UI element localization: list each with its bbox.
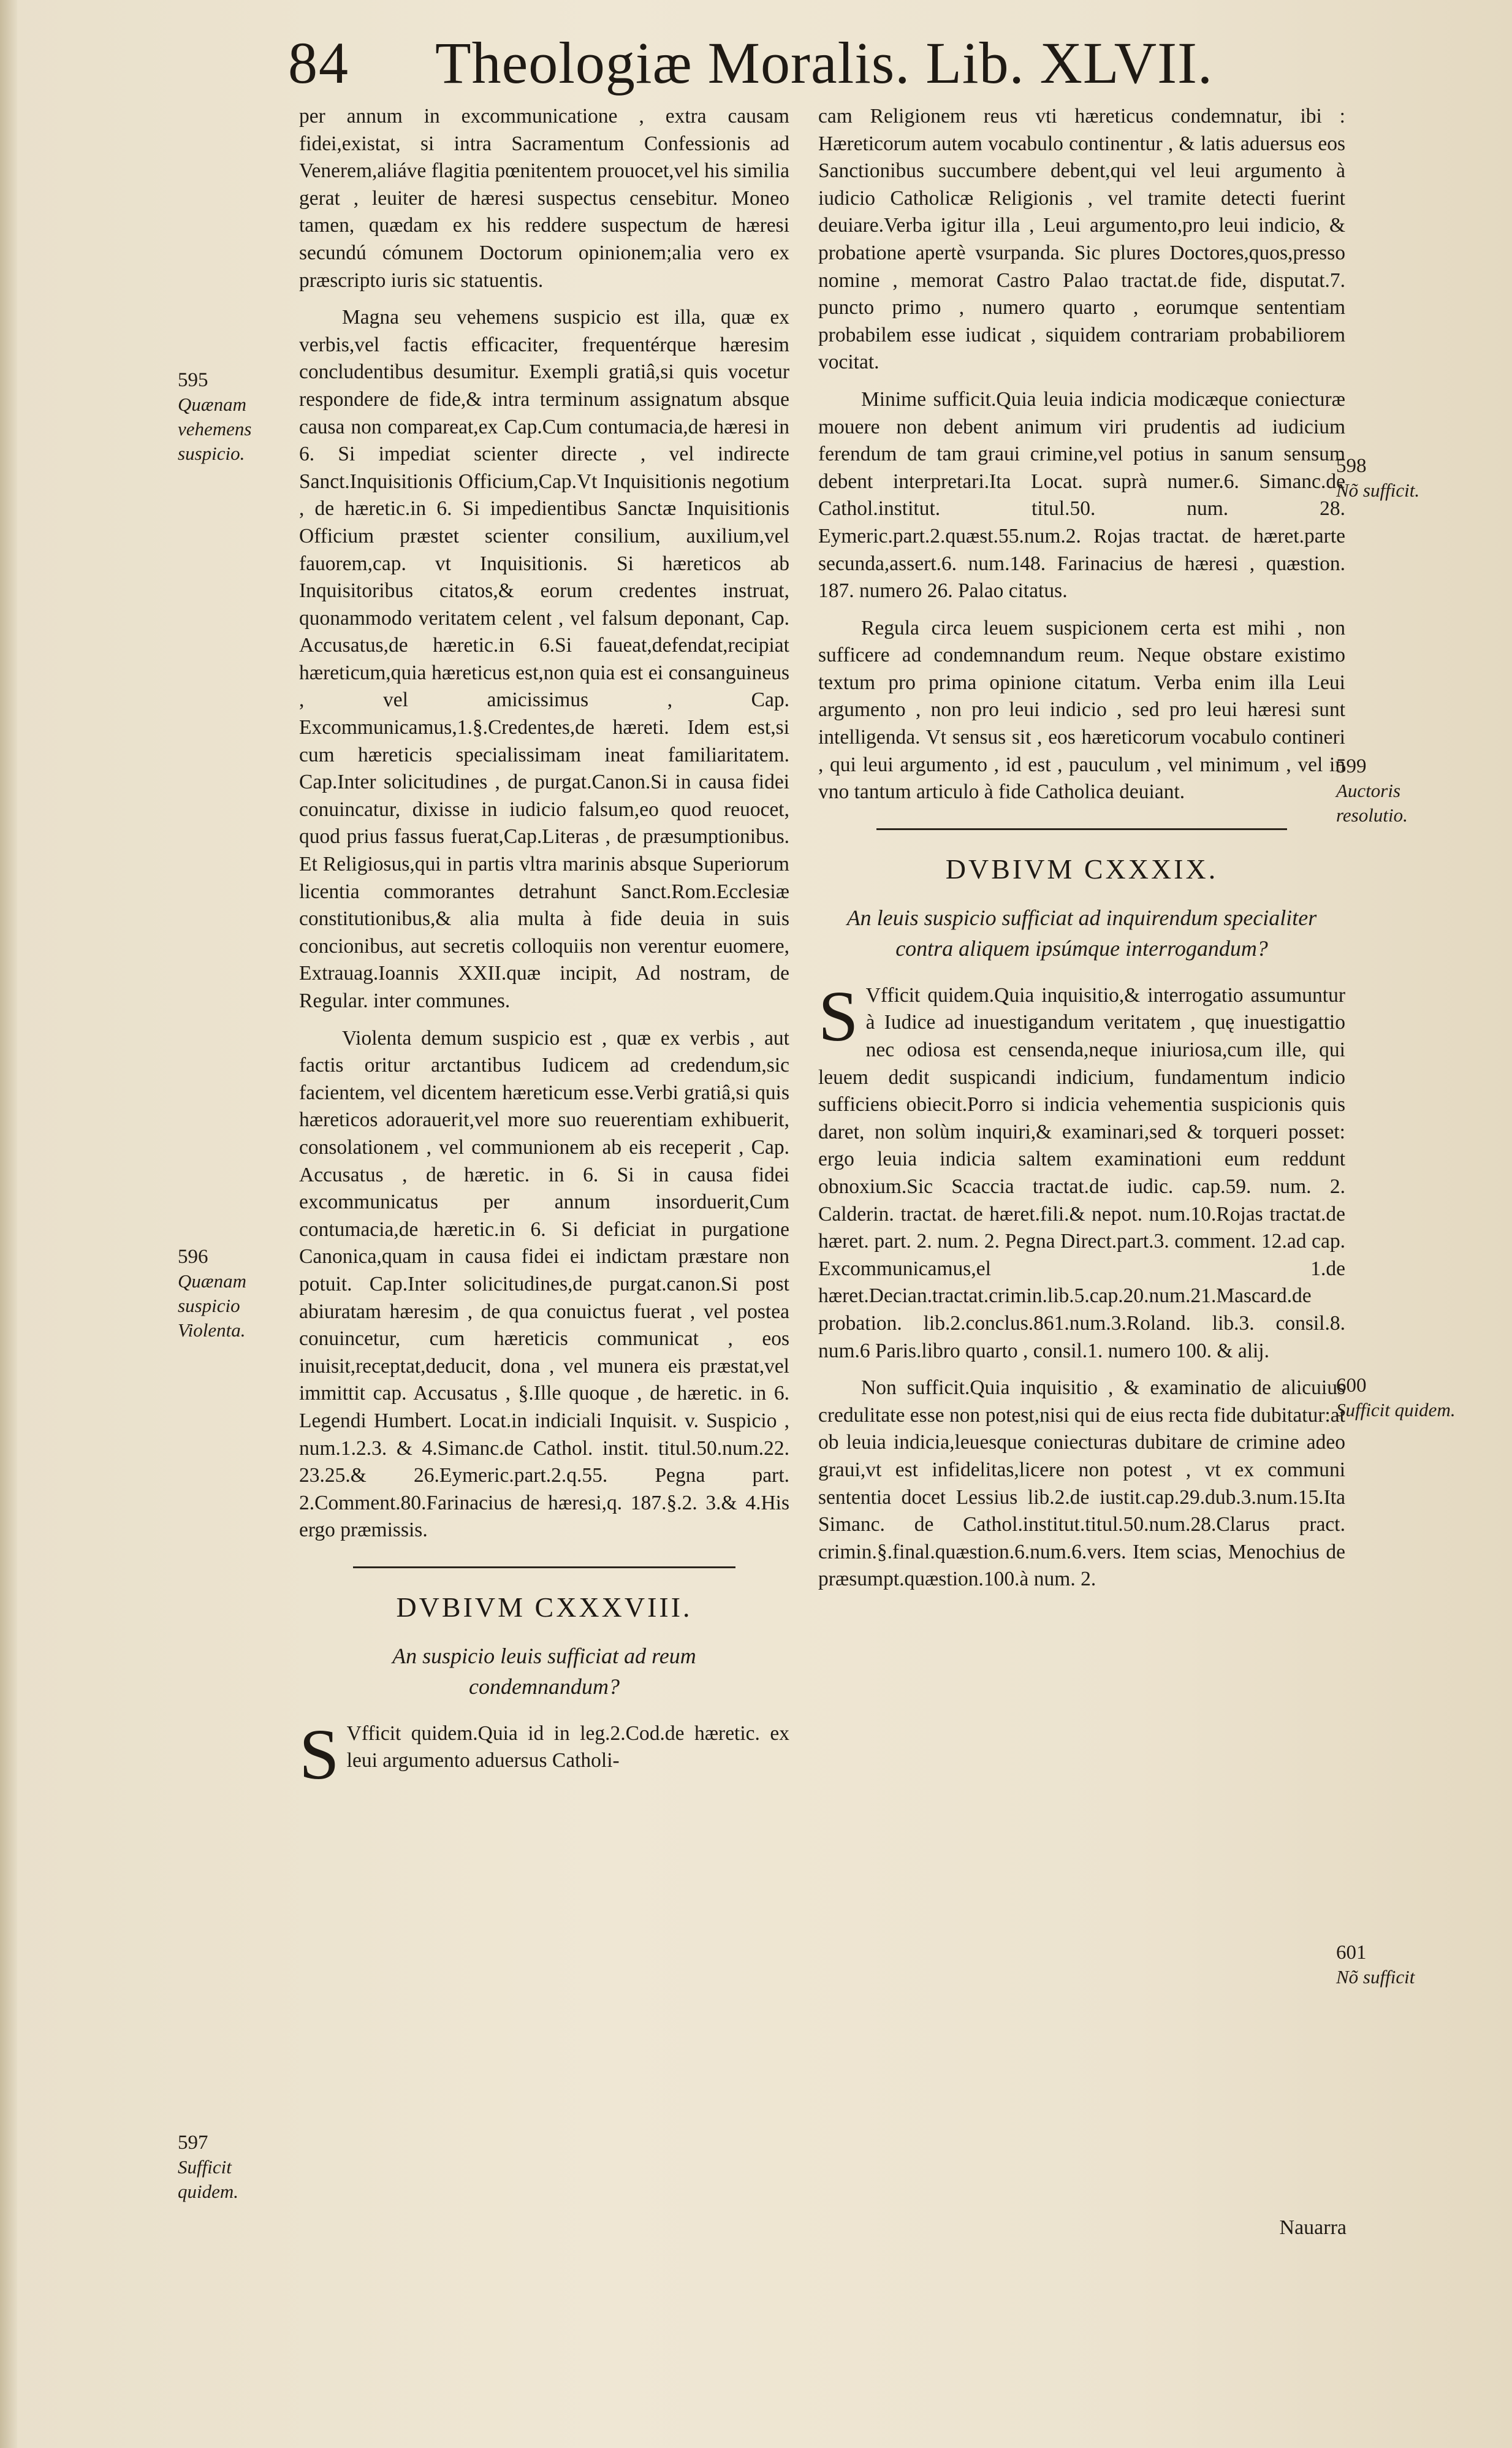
paragraph: Violenta demum suspicio est , quæ ex verbis , aut factis oritur arctantibus Iudicem ad credendum,sic facientem, vel dicentem hæreticum esse.Verbi gratiâ,si quis hæreticos adorauerit,vel more suo reuerentiam exhibuerit, consolationem , vel communionem ab eis receperit , Cap. Accusatus , de hæretic. in 6. Si in causa fidei excommunicatus per annum insorduerit,Cum contumacia,de hæretic.in 6. Si deficiat in purgatione Canonica,quam in causa fidei ei indictam præstare non potuit. Cap.Inter solicitudines,de purgat.canon.Si post abiuratam hæresim , de qua conuictus fuerat , vel postea conuincetur, cum hæreticis communicat , eos inuisit,receptat,deducit, dona , vel munera eis præstat,vel immittit cap. Accusatus , §.Ille quoque , de hæretic. in 6. Legendi Humbert. Locat.in indiciali Inquisit. v. Suspicio , num.1.2.3. & 4.Simanc.de Cathol. instit. titul.50.num.22. 23.25.& 26.Eymeric.part.2.q.55. Pegna part. 2.Comment.80.Farinacius de hæresi,q. 187.§.2. 3.& 4.His ergo præmissis.: [299, 1026, 789, 1542]
section-rule: [353, 1566, 735, 1568]
running-header: [288, 29, 1342, 97]
paragraph: Minime sufficit.Quia leuia indicia modicæque coniecturæ mouere non debent animum viri prudentis ad iudicium ferendum de tam graui crimine,vel potius in sanum sensum debent interpretari.Ita Locat. suprà numer.6. Simanc.de Cathol.institut. titul.50. num. 28. Eymeric.part.2.quæst.55.num.2. Rojas tractat. de hæret.parte secunda,assert.6. num.148. Farinacius de hæresi , quæstion. 187. numero 26. Palao citatus.: [818, 387, 1345, 603]
margin-note: [1336, 1373, 1459, 1422]
paragraph-with-dropcap: [299, 1714, 789, 1794]
paragraph: Magna seu vehemens suspicio est illa, quæ ex verbis,vel factis efficaciter, frequentérque hæresim concludentibus desumitur. Exempli gratiâ,si quis vocetur respondere de fide,& intra terminum assignatum absque causa non compareat,ex Cap.Cum contumacia,de hæresi in 6. Si impediat scienter directe , vel indirecte Sanct.Inquisitionis Officium,Cap.Vt Inquisitionis negotium , de hæretic.in 6. Si impedientibus Sanctæ Inquisitionis Officium præstet scienter consilium, auxilium,vel fauorem,cap. vt Inquisitionis. Si hæreticos ab Inquisitoribus citatos,& eorum credentes instruat, quonammodo veritatem celent , vel falsum deponant, Cap. Accusatus,de hæretic.in 6.Si faueat,defendat,recipiat hæreticum,quia hæreticus est,non quia est ei consanguineus , vel amicissimus , Cap. Excommunicamus,1.§.Credentes,de hæreti. Idem est,si cum hæreticis specialissimam ineat familiaritatem. Cap.Inter solicitudines , de purgat.Canon.Si in causa fidei conuincatur, dixisse in iudicio falsum,eo quod reuocet, quod prius fassus fuerat,Cap.Literas , de præsumptionibus. Et Religiosus,qui in partis vltra marinis absque Superiorum licentia commorantes detrahunt Sanct.Rom.Ecclesiæ constitutionibus,& alia multa à fide deuia in suis concionibus, aut secretis colloquiis non verentur euomere, Extrauag.Ioannis XXII.quæ incipit, Ad nostram, de Regular. inter communes.: [299, 306, 789, 1012]
margin-note-number: 595: [178, 369, 208, 391]
section-rule: [876, 828, 1288, 830]
paragraph-with-dropcap: [818, 975, 1345, 1365]
paragraph: Non sufficit.Quia inquisitio , & examinatio de alicuius credulitate esse non potest,nisi qui de eius recta fide dubitatur:at ob leuia indicia,leuesque coniecturas dubitare de crimine adeo graui,vt est infidelitas,licere non potest , vt ex communi sententia docet Lessius lib.2.de iustit.cap.29.dub.3.num.15.Ita Simanc. de Cathol.institut.titul.50.num.28.Clarus pract. crimin.§.final.quæstion.6.num.6.vers. Item scias, Menochius de præsumpt.quæstion.100.à num. 2.: [818, 1376, 1345, 1591]
margin-note-number: 600: [1336, 1375, 1367, 1397]
paragraph: cam Religionem reus vti hæreticus condemnatur, ibi : Hæreticorum autem vocabulo continentur , & latis aduersus eos Sanctionibus succumbere debent,qui vel leui argumento à iudicio Catholicæ Religionis , vel tramite detecti fuerint deuiare.Verba igitur illa , Leui argumento,pro leui indicio, & probatione apertè vsurpanda. Sic plures Doctores,quos,presso nomine , memorat Castro Palao tractat.de fide, disputat.7. puncto primo , numero quarto , eorumque sententiam probabilem esse iudicat , siquidem contrariam probabiliorem vocitat.: [818, 105, 1345, 374]
margin-note: [178, 2130, 291, 2204]
margin-note-text: Sufficit quidem.: [178, 2156, 239, 2202]
paragraph: Regula circa leuem suspicionem certa est mihi , non sufficere ad condemnandum reum. Neque obstare existimo textum pro prima opinione citatum. Verba enim illa Leui argumento , non pro leui indicio , sed pro leui hæresi sunt intelligenda. Vt sensus sit , eos hæreticorum vocabulo contineri , qui leui argumento , id est , pauculum , vel minimum , vel in vno tantum articulo à fide Catholica deuiant.: [818, 616, 1345, 804]
dubium-heading: DVBIVM CXXXVIII.: [396, 1591, 693, 1623]
right-column: [818, 103, 1345, 1603]
margin-note: [178, 1245, 291, 1343]
dubium-heading: DVBIVM CXXXIX.: [945, 853, 1218, 885]
margin-note-number: 596: [178, 1246, 208, 1268]
margin-note-number: 598: [1336, 455, 1367, 477]
margin-note-text: Nõ sufficit.: [1336, 479, 1420, 501]
drop-capital: S: [818, 975, 859, 1056]
left-column: [299, 103, 789, 1794]
margin-note-text: Sufficit quidem.: [1336, 1399, 1456, 1420]
catchword: Nauarra: [1279, 2216, 1347, 2239]
margin-note-number: 599: [1336, 755, 1367, 777]
margin-note-number: 597: [178, 2132, 208, 2154]
dubium-question: An leuis suspicio sufficiat ad inquirendum specialiter contra aliquem ipsúmque interrogandum?: [846, 905, 1317, 961]
margin-note: [1336, 754, 1459, 828]
paragraph-text: Vfficit quidem.Quia inquisitio,& interrogatio assumuntur à Iudice ad inuestigandum veritatem , quę inuestigattio nec odiosa est censenda,neque iniuriosa,cum ille, qui leuem dedit suspicandi indicium, fundamentum indicio sufficiens obiecit.Porro si indicia vehementia suspicionis quis daret, non solùm inquiri,& examinari,sed & torqueri posset: ergo leuia indicia saltem examinationi eum reddunt obnoxium.Sic Scaccia tractat.de iudic. cap.59. num. 2. Calderin. tractat. de hæret.fili.& nepot. num.10.Rojas tractat.de hæret. part. 2. num. 2. Pegna Direct.part.3. comment. 12.ad cap. Excommunicamus,el 1.de hæret.Decian.tractat.crimin.lib.5.cap.20.num.21.Mascard.de probation. lib.2.conclus.861.num.3.Roland. lib.3. consil.8. num.6 Paris.libro quarto , consil.1. numero 100. & alij.: [818, 983, 1345, 1362]
page-number: 84: [288, 30, 349, 96]
margin-note-text: Nõ sufficit: [1336, 1966, 1415, 1988]
margin-note-text: Auctoris resolutio.: [1336, 780, 1408, 826]
dubium-question: An suspicio leuis sufficiat ad reum condemnandum?: [392, 1643, 696, 1699]
drop-capital: S: [299, 1714, 340, 1794]
paragraph: per annum in excommunicatione , extra causam fidei,existat, si intra Sacramentum Confessionis ad Venerem,aliáve flagitia pœnitentem prouocet,vel his similia gerat , leuiter de hæresi suspectus censebitur. Moneo tamen, quædam ex his reddere suspectum de hæresi secundú cómunem Doctorum opinionem;alia vero ex præscripto iuris sic statuentis.: [299, 105, 789, 292]
margin-note-number: 601: [1336, 1942, 1367, 1964]
margin-note: [1336, 1940, 1459, 1989]
margin-note-text: Quænam vehemens suspicio.: [178, 394, 252, 464]
margin-note-text: Quænam suspicio Violenta.: [178, 1270, 246, 1341]
paragraph-text: Vfficit quidem.Quia id in leg.2.Cod.de hæretic. ex leui argumento aduersus Catholi-: [346, 1722, 789, 1772]
margin-note: [1336, 454, 1459, 503]
page-edge-shadow: [0, 0, 17, 2448]
running-title: Theologiæ Moralis. Lib. XLVII.: [435, 30, 1213, 96]
margin-note: [178, 368, 291, 466]
